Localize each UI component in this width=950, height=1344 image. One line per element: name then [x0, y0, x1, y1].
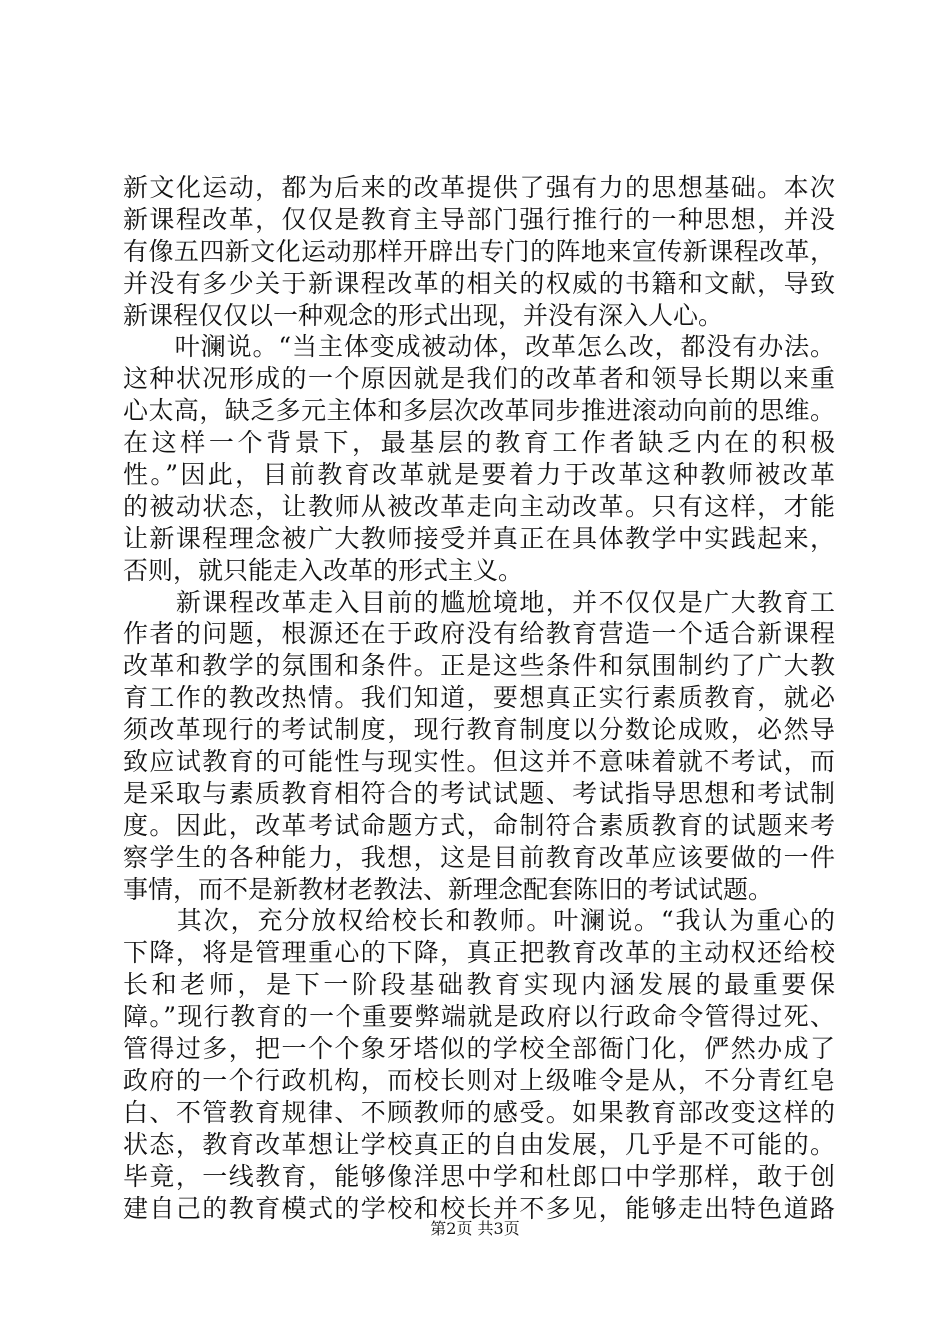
text-line: 心太高，缺乏多元主体和多层次改革同步推进滚动向前的思维。 [123, 396, 835, 426]
text-line: 白、不管教育规律、不顾教师的感受。如果教育部改变这样的 [123, 1097, 835, 1127]
text-line: 性。”因此，目前教育改革就是要着力于改革这种教师被改革 [123, 460, 835, 490]
text-line: 的被动状态，让教师从被改革走向主动改革。只有这样，才能 [123, 491, 835, 521]
text-line: 障。”现行教育的一个重要弊端就是政府以行政命令管得过死、 [123, 1002, 835, 1032]
text-line: 察学生的各种能力，我想，这是目前教育改革应该要做的一件 [123, 842, 835, 872]
text-line: 事情，而不是新教材老教法、新理念配套陈旧的考试试题。 [123, 874, 774, 904]
text-line: 作者的问题，根源还在于政府没有给教育营造一个适合新课程 [123, 619, 835, 649]
text-line: 下降，将是管理重心的下降，真正把教育改革的主动权还给校 [123, 938, 835, 968]
text-line: 建自己的教育模式的学校和校长并不多见，能够走出特色道路 [123, 1193, 835, 1223]
text-line: 新课程仅仅以一种观念的形式出现，并没有深入人心。 [123, 300, 724, 330]
text-line: 状态，教育改革想让学校真正的自由发展，几乎是不可能的。 [123, 1129, 835, 1159]
text-line: 度。因此，改革考试命题方式，命制符合素质教育的试题来考 [123, 810, 835, 840]
text-line: 否则，就只能走入改革的形式主义。 [123, 555, 524, 585]
document-body [123, 172, 835, 1224]
text-line: 育工作的教改热情。我们知道，要想真正实行素质教育，就必 [123, 683, 835, 713]
paragraph-1 [123, 172, 835, 331]
text-line: 管得过多，把一个个象牙塔似的学校全部衙门化，俨然办成了 [123, 1034, 835, 1064]
text-line: 让新课程理念被广大教师接受并真正在具体教学中实践起来， [123, 523, 835, 553]
text-line: 长和老师，是下一阶段基础教育实现内涵发展的最重要保 [123, 970, 835, 1000]
text-line: 新课程改革，仅仅是教育主导部门强行推行的一种思想，并没 [123, 204, 835, 234]
text-line: 新课程改革走入目前的尴尬境地，并不仅仅是广大教育工 [123, 587, 835, 617]
text-line: 致应试教育的可能性与现实性。但这并不意味着就不考试，而 [123, 747, 835, 777]
text-line: 叶澜说。“当主体变成被动体，改革怎么改，都没有办法。 [123, 332, 835, 362]
page-number-footer: 第2页 共3页 [430, 1219, 520, 1238]
text-line: 毕竟，一线教育，能够像洋思中学和杜郎口中学那样，敢于创 [123, 1161, 835, 1191]
paragraph-2 [123, 331, 835, 586]
text-line: 这种状况形成的一个原因就是我们的改革者和领导长期以来重 [123, 364, 835, 394]
paragraph-3 [123, 587, 835, 906]
text-line: 新文化运动，都为后来的改革提供了强有力的思想基础。本次 [123, 173, 835, 202]
text-line: 改革和教学的氛围和条件。正是这些条件和氛围制约了广大教 [123, 651, 835, 681]
text-line: 是采取与素质教育相符合的考试试题、考试指导思想和考试制 [123, 778, 835, 808]
text-line: 并没有多少关于新课程改革的相关的权威的书籍和文献，导致 [123, 268, 835, 298]
text-line: 政府的一个行政机构，而校长则对上级唯令是从，不分青红皂 [123, 1065, 835, 1095]
text-line: 其次，充分放权给校长和教师。叶澜说。“我认为重心的 [123, 906, 835, 936]
text-line: 有像五四新文化运动那样开辟出专门的阵地来宣传新课程改革， [123, 236, 835, 266]
text-line: 在这样一个背景下，最基层的教育工作者缺乏内在的积极 [123, 428, 835, 458]
text-line: 须改革现行的考试制度，现行教育制度以分数论成败，必然导 [123, 715, 835, 745]
paragraph-4 [123, 905, 835, 1224]
